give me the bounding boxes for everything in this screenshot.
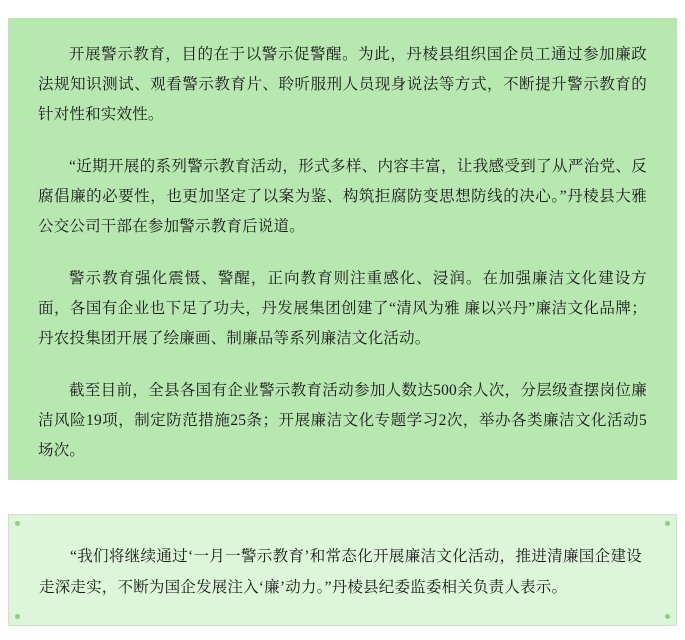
paragraph: 开展警示教育，目的在于以警示促警醒。为此，丹棱县组织国企员工通过参加廉政法规知识测试、观看警示教育片、聆听服刑人员现身说法等方式，不断提升警示教育的针对性和实效性。 <box>38 46 647 123</box>
main-content-block <box>8 18 677 480</box>
quote-callout-block <box>8 514 677 626</box>
corner-dot-icon <box>665 521 670 526</box>
main-content-inner <box>8 18 677 476</box>
corner-dot-icon <box>15 614 20 619</box>
corner-dot-icon <box>15 521 20 526</box>
quote-content-inner <box>9 515 676 603</box>
paragraph: 警示教育强化震慑、警醒，正向教育则注重感化、浸润。在加强廉洁文化建设方面，各国有企业也下足了功夫，丹发展集团创建了“清风为雅 廉以兴丹”廉洁文化品牌；丹农投集团开展了绘廉画、制廉品等系列廉洁文化活动。 <box>38 270 647 347</box>
paragraph: 截至目前，全县各国有企业警示教育活动参加人数达500余人次，分层级查摆岗位廉洁风险19项，制定防范措施25条；开展廉洁文化专题学习2次，举办各类廉洁文化活动5场次。 <box>38 382 647 459</box>
quote-paragraph: “我们将继续通过‘一月一警示教育’和常态化开展廉洁文化活动，推进清廉国企建设走深走实，不断为国企发展注入‘廉’动力。”丹棱县纪委监委相关负责人表示。 <box>39 548 642 596</box>
corner-dot-icon <box>665 614 670 619</box>
paragraph: “近期开展的系列警示教育活动，形式多样、内容丰富，让我感受到了从严治党、反腐倡廉的必要性，也更加坚定了以案为鉴、构筑拒腐防变思想防线的决心。”丹棱县大雅公交公司干部在参加警示教育后说道。 <box>38 158 647 235</box>
